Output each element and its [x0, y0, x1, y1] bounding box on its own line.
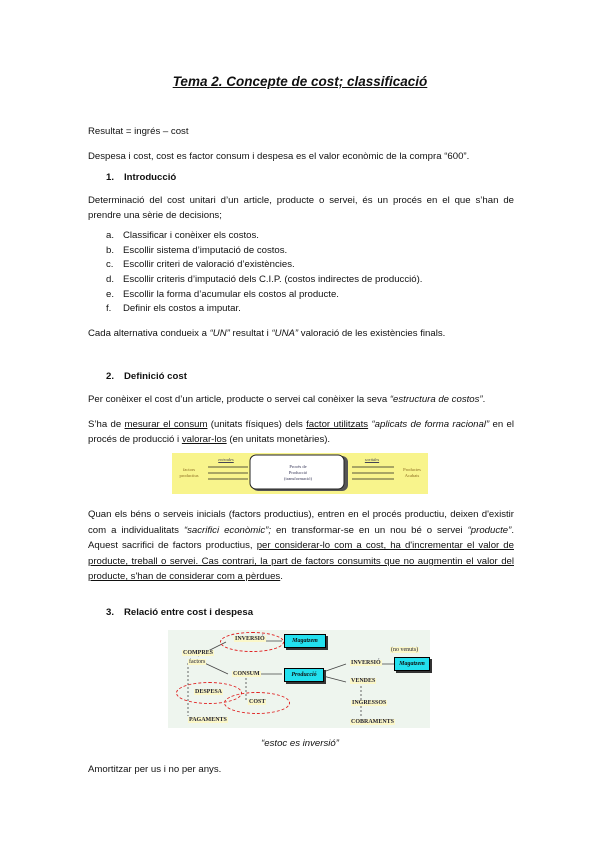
list-text: Escollir la forma d’acumular els costos al producte.	[123, 289, 339, 300]
node-no-venuts: (no venuts)	[391, 647, 419, 653]
node-consum: CONSUM	[233, 671, 260, 677]
list-marker: d.	[106, 274, 115, 285]
paragraph: Quan els béns o serveis inicials (factors productius), entren en el procés productiu, deixen d'existir com a individualitats “sacrifici econòmic”; en transformar-se en un nou bé o servei “producte”. Aquest sacrifici de factors productius, per considerar-lo com a cost, ha d'incrementar el valor de producte, treball o servei. Cas contrari, la part de factors consumits que no augmentin el valor del producte, s'han de considerar com a pèrdues.	[88, 509, 515, 583]
node-vendes: VENDES	[351, 678, 376, 684]
list-text: Escollir criteris d’imputació dels C.I.P. (costos indirectes de producció).	[123, 274, 423, 285]
node-ingressos: INGRESSOS	[352, 700, 387, 706]
paragraph: Determinació del cost unitari d’un article, producte o servei, és un procés en el que s’han de prendre una sèrie de decisions;	[88, 195, 514, 221]
paragraph: Amortitzar per us i no per anys.	[88, 764, 222, 775]
page-title: Tema 2. Concepte de cost; classificació	[172, 74, 428, 89]
list-marker: a.	[106, 230, 115, 241]
list-marker: b.	[106, 245, 115, 256]
section-heading-introduccio	[106, 172, 176, 183]
list-item	[106, 274, 422, 285]
list-marker: f.	[106, 303, 112, 314]
section-title: Definició cost	[124, 371, 187, 382]
node-magatzem: Magatzem	[394, 657, 430, 671]
list-text: Escollir criteri de valoració d’existències.	[123, 259, 295, 270]
list-text: Escollir sistema d’imputació de costos.	[123, 245, 288, 256]
highlight-ellipse	[220, 632, 284, 652]
section-number: 1.	[106, 172, 115, 183]
node-produccio: Producció	[284, 668, 324, 682]
diagram-label-out: sortides	[364, 457, 380, 462]
node-despesa: DESPESA	[195, 689, 223, 695]
diagram-center-box: Procés de Producció (transformació)	[284, 464, 312, 481]
list-marker: e.	[106, 289, 115, 300]
intro-text: Despesa i cost, cost es factor consum i despesa es el valor econòmic de la compra “600”.	[88, 151, 470, 162]
list-item	[106, 259, 295, 270]
node-compres: COMPRES	[183, 650, 213, 656]
paragraph: Per conèixer el cost d’un article, producte o servei cal conèixer la seva “estructura de costos”.	[88, 394, 486, 405]
list-item	[106, 303, 241, 314]
list-text: Classificar i conèixer els costos.	[123, 230, 259, 241]
node-magatzem: Magatzem	[284, 634, 326, 648]
list-text: Definir els costos a imputar.	[123, 303, 241, 314]
section-title: Relació entre cost i despesa	[124, 607, 254, 618]
node-cost: COST	[249, 699, 266, 705]
result-formula: Resultat = ingrés – cost	[88, 126, 189, 137]
section-heading-definicio	[106, 371, 187, 382]
section-title: Introducció	[124, 172, 177, 183]
node-inversio: INVERSIÓ	[351, 660, 381, 666]
list-item	[106, 289, 339, 300]
diagram-label-products: Productes Acabats	[403, 467, 421, 478]
node-inversio: INVERSIÓ	[235, 636, 265, 642]
cost-expense-diagram	[168, 630, 430, 728]
list-item	[106, 245, 287, 256]
diagram-caption: “estoc es inversió”	[261, 738, 339, 749]
section-heading-relacio	[106, 607, 253, 618]
section-number: 2.	[106, 371, 115, 382]
list-item	[106, 230, 259, 241]
production-process-diagram	[172, 453, 428, 494]
list-marker: c.	[106, 259, 114, 270]
paragraph: S’ha de mesurar el consum (unitats físiques) dels factor utilitzats “aplicats de forma racional” en el procés de producció i valorar-los (en unitats monetàries).	[88, 419, 514, 445]
paragraph: Cada alternativa condueix a “UN” resultat i “UNA” valoració de les existències finals.	[88, 328, 446, 339]
section-number: 3.	[106, 607, 115, 618]
node-pagaments: PAGAMENTS	[189, 717, 227, 723]
diagram-label-factors: factors productius	[179, 467, 199, 478]
node-factors: factors	[189, 659, 206, 665]
node-cobraments: COBRAMENTS	[351, 719, 395, 725]
diagram-label-in: entrades	[218, 457, 234, 462]
